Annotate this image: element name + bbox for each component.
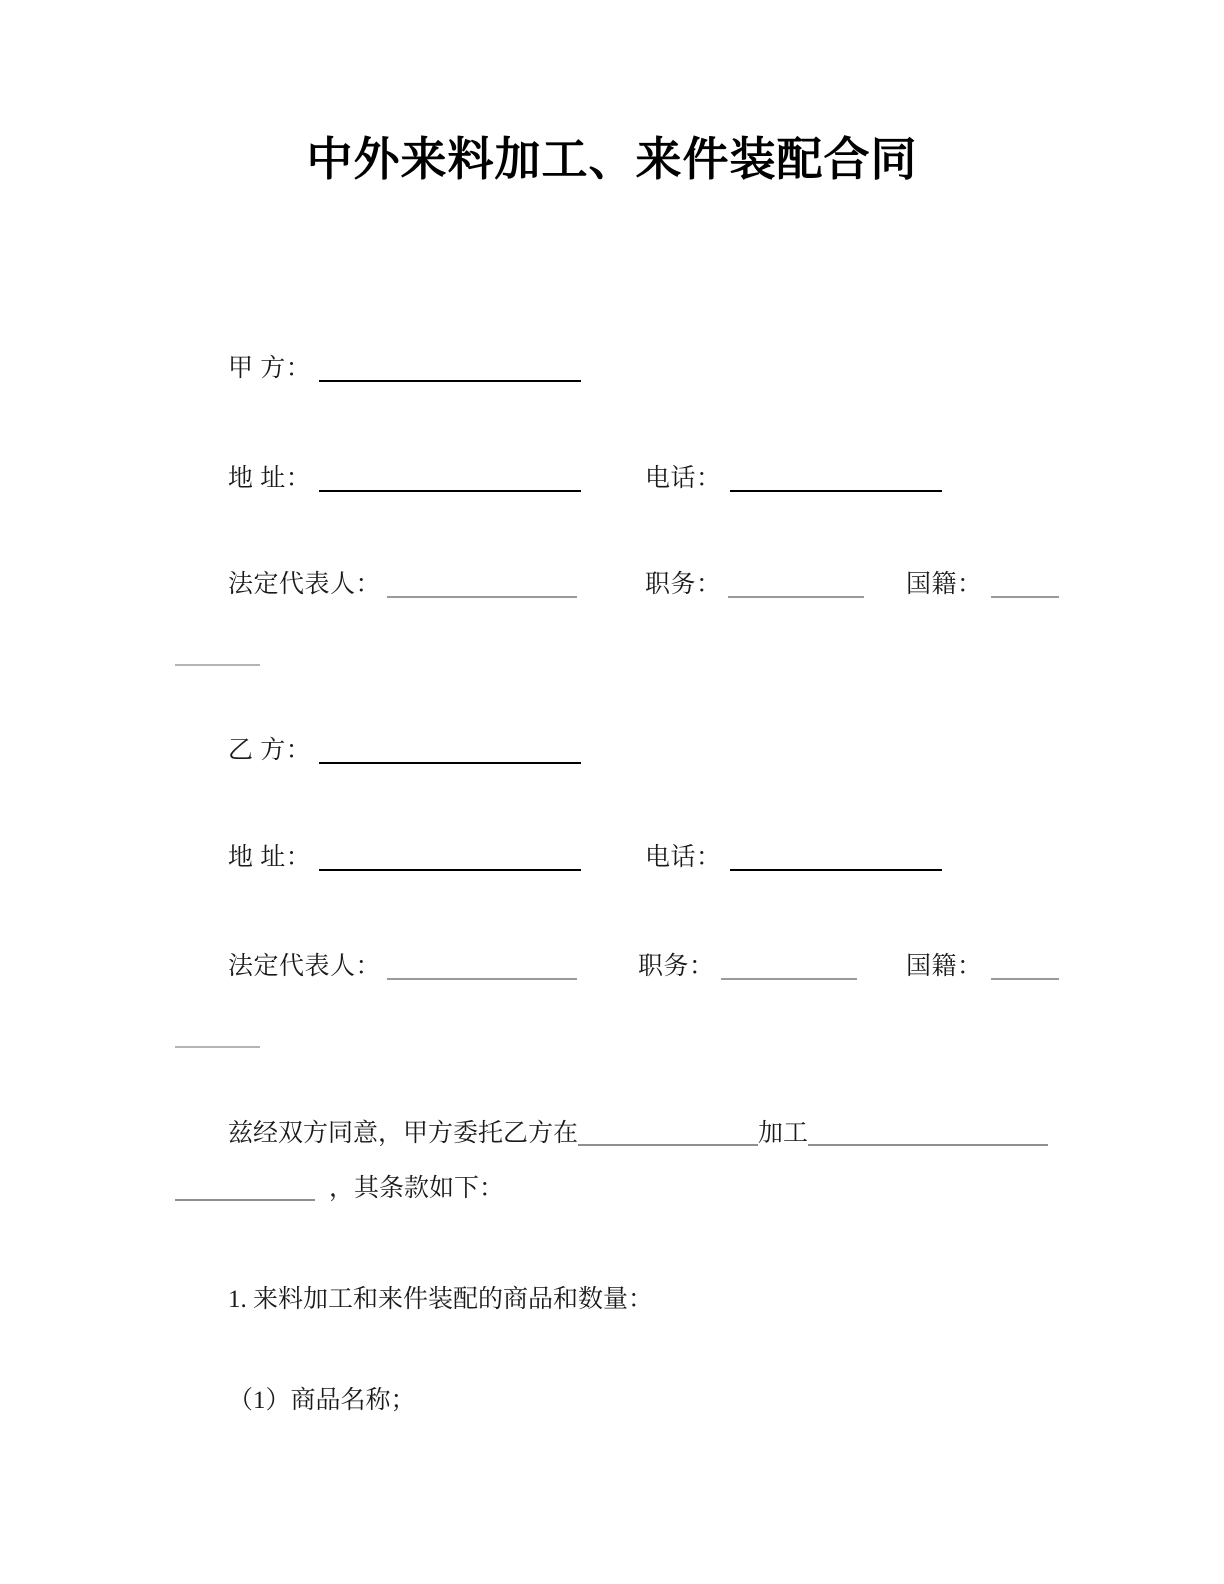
blank-party-a-address[interactable] [319,490,581,492]
field-label-party-a-address: 地 址： [228,465,312,492]
field-label-party-b-legal-rep: 法定代表人： [228,953,382,980]
intro-text-part-2: 加工 [758,1120,809,1147]
clause-1-item-1: （1）商品名称； [228,1387,416,1414]
field-party-b-position [638,950,857,984]
field-party-b-name [228,734,581,768]
field-party-b-legal-rep [228,950,577,984]
field-party-a-address [228,462,581,496]
blank-intro-location[interactable] [578,1144,758,1146]
field-label-party-b-position: 职务： [638,953,715,980]
intro-paragraph-line-1 [228,1117,1048,1151]
field-label-party-b-phone: 电话： [645,844,722,871]
blank-party-b-phone[interactable] [730,869,942,871]
blank-party-b-name[interactable] [319,762,581,764]
field-party-a-nationality [906,568,1059,602]
field-party-b-address [228,841,581,875]
field-label-party-b-name: 乙 方： [228,737,312,764]
field-label-party-a-phone: 电话： [645,465,722,492]
field-label-party-a-position: 职务： [645,571,722,598]
intro-paragraph-line-2 [175,1172,504,1206]
blank-party-a-nationality[interactable] [991,596,1059,598]
blank-party-a-nationality-wrap-row [175,636,260,670]
intro-text-part-1: 兹经双方同意，甲方委托乙方在 [228,1120,579,1147]
field-label-party-a-nationality: 国籍： [906,571,983,598]
blank-party-b-address[interactable] [319,869,581,871]
field-label-party-b-address: 地 址： [228,844,312,871]
blank-intro-product[interactable] [808,1144,1048,1146]
blank-party-a-position[interactable] [728,596,864,598]
field-party-b-nationality [906,950,1059,984]
field-party-a-legal-rep [228,568,577,602]
intro-text-part-3: ，其条款如下： [329,1175,505,1202]
field-label-party-a-legal-rep: 法定代表人： [228,571,382,598]
blank-party-a-name[interactable] [319,380,581,382]
blank-party-b-legal-rep[interactable] [387,978,577,980]
blank-intro-product-wrap[interactable] [175,1199,315,1201]
blank-party-a-nationality-wrap[interactable] [175,664,260,666]
blank-party-b-nationality-wrap[interactable] [175,1046,260,1048]
blank-party-b-position[interactable] [721,978,857,980]
blank-party-b-nationality[interactable] [991,978,1059,980]
field-party-b-phone [645,841,942,875]
blank-party-a-phone[interactable] [730,490,942,492]
clause-1-heading: 1. 来料加工和来件装配的商品和数量： [228,1286,654,1313]
field-label-party-b-nationality: 国籍： [906,953,983,980]
field-party-a-phone [645,462,942,496]
blank-party-b-nationality-wrap-row [175,1018,260,1052]
field-label-party-a-name: 甲 方： [228,355,312,382]
blank-party-a-legal-rep[interactable] [387,596,577,598]
field-party-a-position [645,568,864,602]
page-title: 中外来料加工、来件装配合同 [306,133,918,185]
field-party-a-name [228,352,581,386]
